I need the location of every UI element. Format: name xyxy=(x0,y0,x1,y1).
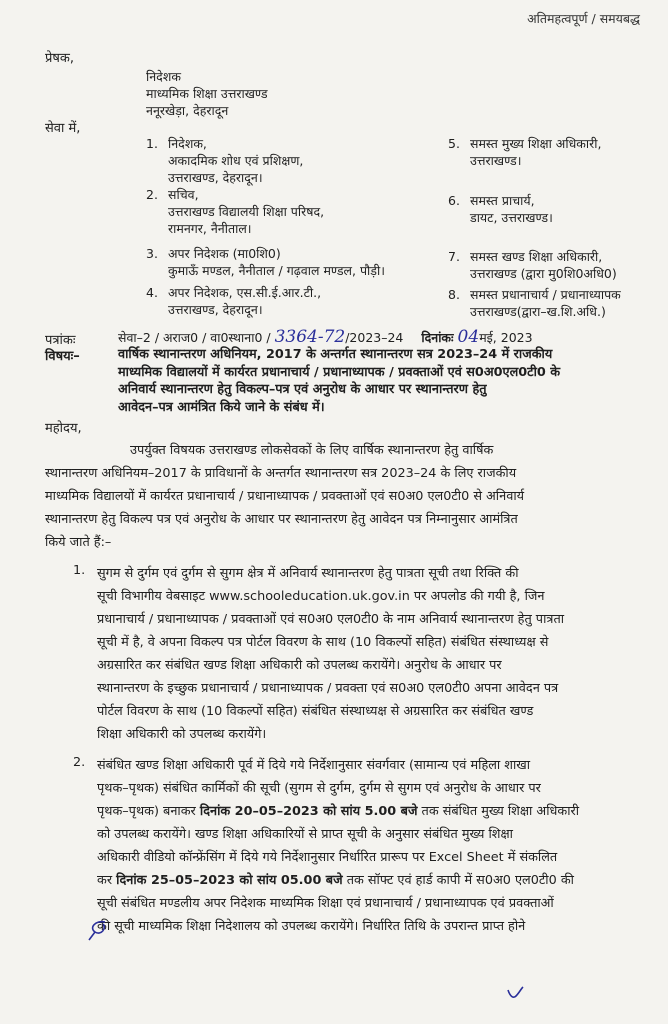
ink-mark xyxy=(85,918,115,942)
sender-label: प्रेषक, xyxy=(45,51,75,66)
intro-line: उपर्युक्त विषयक उत्तराखण्ड लोकसेवकों के लिए वार्षिक स्थानान्तरण हेतु वार्षिक xyxy=(130,443,494,458)
subject-line: अनिवार्य स्थानान्तरण हेतु विकल्प–पत्र एवं अनुरोध के आधार पर स्थानान्तरण हेतु xyxy=(118,382,487,397)
recipient-number: 2. xyxy=(146,187,158,202)
recipient-line: सचिव, xyxy=(168,187,199,202)
deadline-2: दिनांक 25–05–2023 को सांय 05.00 बजे xyxy=(116,873,343,888)
point-1-line: प्रधानाचार्य / प्रधानाध्यापक / प्रवक्ताओं एवं स0अ0 एल0टी0 के नाम अनिवार्य स्थानान्तरण हेतु पात्रता xyxy=(97,612,565,627)
recipient-line: अपर निदेशक, एस.सी.ई.आर.टी., xyxy=(168,285,322,300)
recipient-8 xyxy=(448,286,621,320)
recipient-line: समस्त मुख्य शिक्षा अधिकारी, xyxy=(470,136,602,151)
ink-mark xyxy=(505,984,527,1002)
recipient-line: अपर निदेशक (मा0शि0) xyxy=(168,246,281,261)
point-1-number: 1. xyxy=(73,563,86,578)
recipient-line: उत्तराखण्ड विद्यालयी शिक्षा परिषद, xyxy=(168,204,325,219)
recipient-1 xyxy=(146,135,303,186)
point-2-line xyxy=(97,870,574,888)
recipients-label: सेवा में, xyxy=(45,121,81,136)
recipient-4 xyxy=(146,284,321,318)
recipient-6 xyxy=(448,192,553,226)
subject-label: विषयः– xyxy=(45,349,80,364)
sender-block xyxy=(146,68,268,119)
reference-number xyxy=(118,327,533,347)
point-2-line: पृथक–पृथक) संबंधित कार्मिकों की सूची (सुगम से दुर्गम, दुर्गम से सुगम एवं अनुरोध के आधार पर xyxy=(97,781,541,796)
sender-line: निदेशक xyxy=(146,69,181,84)
recipient-number: 1. xyxy=(146,136,158,151)
recipient-line: रामनगर, नैनीताल। xyxy=(168,221,252,236)
recipient-line: समस्त प्रधानाचार्य / प्रधानाध्यापक xyxy=(470,287,621,302)
recipient-line: समस्त खण्ड शिक्षा अधिकारी, xyxy=(470,249,603,264)
recipient-2 xyxy=(146,186,324,237)
handwritten-date-day: 04 xyxy=(457,327,480,347)
point-1-line: शिक्षा अधिकारी को उपलब्ध करायेंगे। xyxy=(97,727,267,742)
recipient-number: 6. xyxy=(448,193,460,208)
point-1-line: सूची विभागीय वेबसाइट www.schooleducation.uk.gov.in पर अपलोड की गयी है, जिन xyxy=(97,589,545,604)
subject-line: आवेदन–पत्र आमंत्रित किये जाने के संबंध में। xyxy=(118,399,325,415)
recipient-line: उत्तराखण्ड (द्वारा मु0शि0अधि0) xyxy=(470,266,617,281)
subject-line: माध्यमिक विद्यालयों में कार्यरत प्रधानाचार्य / प्रधानाध्यापक / प्रवक्ताओं एवं स0अ0एल0टी0 के xyxy=(118,364,561,380)
point-2-line: की सूची माध्यमिक शिक्षा निदेशालय को उपलब्ध करायेंगे। निर्धारित तिथि के उपरान्त प्राप्त होने xyxy=(97,919,526,934)
date-label: दिनांकः xyxy=(421,330,454,345)
reference-prefix: सेवा–2 / अराज0 / वा0स्थाना0 / xyxy=(118,330,271,345)
intro-line: स्थानान्तरण अधिनियम–2017 के प्राविधानों के अन्तर्गत स्थानान्तरण सत्र 2023–24 के लिए राजकीय xyxy=(45,466,517,481)
intro-line: किये जाते हैं:– xyxy=(45,535,112,550)
point-2-text: कर xyxy=(97,873,117,888)
recipient-7 xyxy=(448,248,617,282)
point-2-text: तक संबंधित मुख्य शिक्षा अधिकारी xyxy=(417,804,580,819)
recipient-line: निदेशक, xyxy=(168,136,207,151)
recipient-line: उत्तराखण्ड। xyxy=(470,153,522,168)
recipient-number: 5. xyxy=(448,136,460,151)
point-2-line: को उपलब्ध करायेंगे। खण्ड शिक्षा अधिकारियों से प्राप्त सूची के अनुसार संबंधित मुख्य शिक्षा xyxy=(97,827,513,842)
recipient-line: उत्तराखण्ड, देहरादून। xyxy=(168,302,263,317)
reference-label: पत्रांकः xyxy=(45,333,76,348)
point-1-line: अग्रसारित कर संबंधित खण्ड शिक्षा अधिकारी को उपलब्ध करायेंगे। अनुरोध के आधार पर xyxy=(97,658,502,673)
subject-text xyxy=(118,346,560,416)
point-1-line: स्थानान्तरण के इच्छुक प्रधानाचार्य / प्रधानाध्यापक / प्रवक्ता एवं स0अ0 एल0टी0 अपना आवेदन पत्र xyxy=(97,681,559,696)
recipient-3 xyxy=(146,245,385,279)
point-1-line: सूची में है, वे अपना विकल्प पत्र पोर्टल विवरण के साथ (10 विकल्पों सहित) संबंधित संस्थाध्यक्ष से xyxy=(97,635,549,650)
salutation: महोदय, xyxy=(45,421,82,436)
point-2-line: सूची संबंधित मण्डलीय अपर निदेशक माध्यमिक शिक्षा एवं प्रधानाचार्य / प्रधानाध्यापक एवं प्रवक्ताओं xyxy=(97,896,554,911)
point-2-text: तक सॉफ्ट एवं हार्ड कापी में स0अ0 एल0टी0 की xyxy=(342,873,574,888)
point-2-line: संबंधित खण्ड शिक्षा अधिकारी पूर्व में दिये गये निर्देशानुसार संवर्गवार (सामान्य एवं महिला शाखा xyxy=(97,758,531,773)
recipient-line: अकादमिक शोध एवं प्रशिक्षण, xyxy=(168,153,304,168)
priority-label: अतिमहत्वपूर्ण / समयबद्ध xyxy=(527,11,640,26)
recipient-line: उत्तराखण्ड(द्वारा–ख.शि.अधि.) xyxy=(470,304,606,319)
sender-line: माध्यमिक शिक्षा उत्तराखण्ड xyxy=(146,86,268,101)
sender-line: ननूरखेड़ा, देहरादून xyxy=(146,103,229,118)
recipient-5 xyxy=(448,135,601,169)
recipient-number: 8. xyxy=(448,287,460,302)
recipient-line: डायट, उत्तराखण्ड। xyxy=(470,210,553,225)
recipient-line: समस्त प्राचार्य, xyxy=(470,193,535,208)
recipient-number: 7. xyxy=(448,249,460,264)
point-2-number: 2. xyxy=(73,755,86,770)
recipient-number: 3. xyxy=(146,246,158,261)
intro-line: माध्यमिक विद्यालयों में कार्यरत प्रधानाचार्य / प्रधानाध्यापक / प्रवक्ताओं एवं स0अ0 एल0टी0 से अनिवार्य xyxy=(45,489,525,504)
point-1-line: सुगम से दुर्गम एवं दुर्गम से सुगम क्षेत्र में अनिवार्य स्थानान्तरण हेतु पात्रता सूची तथा रिक्ति की xyxy=(97,566,519,581)
recipient-line: कुमाऊँ मण्डल, नैनीताल / गढ़वाल मण्डल, पौड़ी। xyxy=(168,263,385,278)
subject-line: वार्षिक स्थानान्तरण अधिनियम, 2017 के अन्तर्गत स्थानान्तरण सत्र 2023–24 में राजकीय xyxy=(118,347,553,362)
recipient-line: उत्तराखण्ड, देहरादून। xyxy=(168,170,263,185)
reference-year: /2023–24 xyxy=(345,330,404,345)
handwritten-dispatch-number: 3364-72 xyxy=(274,327,346,347)
point-1-line: पोर्टल विवरण के साथ (10 विकल्पों सहित) संबंधित संस्थाध्यक्ष से अग्रसारित कर संबंधित खण्ड xyxy=(97,704,534,719)
intro-line: स्थानान्तरण हेतु विकल्प पत्र एवं अनुरोध के आधार पर स्थानान्तरण हेतु आवेदन पत्र निम्नानुसार आमंत्रित xyxy=(45,512,518,527)
date-rest: मई, 2023 xyxy=(479,330,533,345)
recipient-number: 4. xyxy=(146,285,158,300)
point-2-line xyxy=(97,801,579,819)
deadline-1: दिनांक 20–05–2023 को सांय 5.00 बजे xyxy=(199,804,418,819)
point-2-text: पृथक–पृथक) बनाकर xyxy=(97,804,200,819)
point-2-line: अधिकारी वीडियो कॉन्फ्रेंसिंग में दिये गये निर्देशानुसार निर्धारित प्रारूप पर Excel Sheet में संकलित xyxy=(97,850,558,865)
